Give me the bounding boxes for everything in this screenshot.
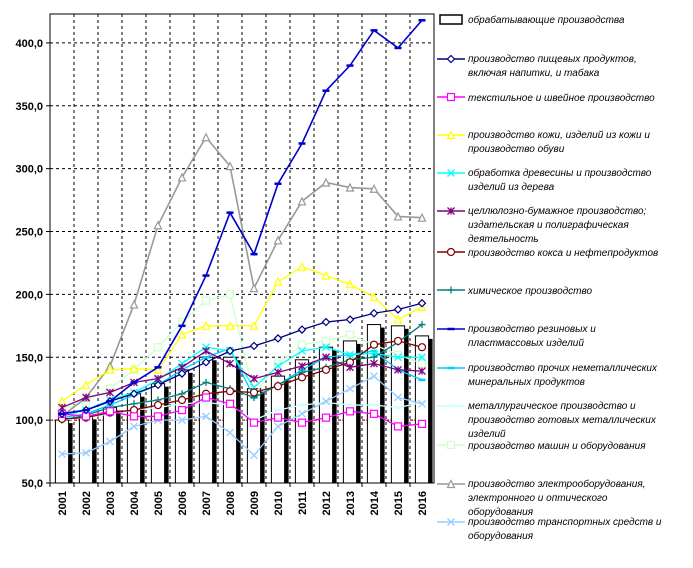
x-tick-label: 2005 bbox=[153, 491, 165, 516]
legend-label: включая напитки, и табака bbox=[468, 68, 600, 79]
bar bbox=[247, 389, 260, 483]
data-point bbox=[155, 402, 162, 409]
legend-label: целлюлозно-бумажное производство; bbox=[468, 206, 647, 217]
data-point bbox=[299, 419, 306, 426]
data-point bbox=[419, 344, 426, 351]
data-point bbox=[299, 341, 306, 348]
x-tick-label: 2013 bbox=[345, 491, 357, 516]
data-point bbox=[299, 374, 306, 381]
bar bbox=[271, 376, 284, 483]
y-tick-label: 100,0 bbox=[15, 415, 43, 428]
legend-entry-0 bbox=[440, 14, 625, 26]
legend-entry-13 bbox=[437, 517, 662, 542]
y-tick-label: 200,0 bbox=[15, 289, 43, 302]
legend-label: оборудования bbox=[468, 531, 534, 542]
data-point bbox=[371, 410, 378, 417]
legend-entry-4 bbox=[437, 167, 652, 193]
data-point bbox=[179, 407, 186, 414]
x-tick-label: 2002 bbox=[81, 491, 93, 516]
legend-label: производство электрооборудования, bbox=[468, 479, 646, 490]
legend-entry-2 bbox=[437, 93, 655, 104]
x-tick-label: 2014 bbox=[369, 491, 381, 516]
x-tick-label: 2004 bbox=[129, 491, 141, 516]
data-point bbox=[323, 337, 330, 344]
legend-entry-12 bbox=[437, 478, 645, 518]
data-point bbox=[371, 341, 378, 348]
data-point bbox=[107, 408, 114, 415]
data-point bbox=[251, 389, 258, 396]
legend-entry-6 bbox=[437, 247, 658, 259]
data-point bbox=[131, 413, 138, 420]
legend-label: изделий bbox=[468, 429, 506, 440]
y-tick-label: 300,0 bbox=[15, 163, 43, 176]
legend-label: производство пищевых продуктов, bbox=[468, 54, 637, 65]
legend-label: изделий из дерева bbox=[468, 182, 555, 193]
legend-entry-5 bbox=[437, 205, 647, 245]
x-tick-label: 2007 bbox=[201, 491, 213, 516]
legend-label: оборудования bbox=[468, 507, 534, 518]
data-point bbox=[227, 400, 234, 407]
legend-label: производство резиновых и bbox=[468, 324, 596, 335]
data-point bbox=[227, 388, 234, 395]
legend-entry-1 bbox=[437, 54, 637, 79]
data-point bbox=[419, 420, 426, 427]
legend-label: производство обуви bbox=[468, 144, 565, 155]
legend-entry-10 bbox=[437, 401, 657, 440]
legend-entry-9 bbox=[437, 363, 658, 388]
legend-swatch bbox=[440, 15, 462, 24]
y-tick-label: 350,0 bbox=[15, 100, 43, 113]
legend-entry-11 bbox=[437, 440, 646, 452]
bar bbox=[175, 370, 188, 483]
legend-entry-8 bbox=[437, 324, 596, 349]
legend-label: химическое производство bbox=[468, 286, 593, 297]
legend-label: минеральных продуктов bbox=[468, 377, 585, 388]
data-point bbox=[419, 360, 426, 367]
legend-label: текстильное и швейное производство bbox=[468, 93, 655, 104]
x-tick-label: 2015 bbox=[393, 491, 405, 516]
data-point bbox=[323, 414, 330, 421]
bar bbox=[55, 420, 68, 483]
legend-label: обрабатывающие производства bbox=[468, 15, 625, 26]
data-point bbox=[179, 397, 186, 404]
legend-label: обработка древесины и производство bbox=[468, 168, 652, 179]
legend-label: производство кожи, изделий из кожи и bbox=[468, 130, 650, 141]
legend-label: производство прочих неметаллических bbox=[468, 363, 657, 374]
legend-label: издательская и полиграфическая bbox=[468, 220, 629, 231]
y-tick-label: 50,0 bbox=[21, 478, 43, 490]
legend-entry-3 bbox=[437, 130, 650, 155]
data-point bbox=[395, 423, 402, 430]
y-tick-label: 400,0 bbox=[15, 37, 43, 50]
data-point bbox=[155, 344, 162, 351]
legend-label: производство готовых металлических bbox=[468, 415, 656, 426]
x-tick-label: 2010 bbox=[273, 491, 285, 516]
data-point bbox=[275, 383, 282, 390]
bar bbox=[391, 326, 404, 483]
x-tick-label: 2016 bbox=[417, 491, 429, 516]
data-point bbox=[203, 297, 210, 304]
data-point bbox=[323, 366, 330, 373]
legend-label: металлургическое производство и bbox=[468, 401, 636, 412]
legend-entry-7 bbox=[437, 286, 592, 297]
data-point bbox=[251, 419, 258, 426]
legend-label: электронного и оптического bbox=[468, 493, 608, 504]
bar bbox=[79, 416, 92, 483]
legend-label: производство транспортных средств и bbox=[468, 517, 662, 528]
data-point bbox=[347, 331, 354, 338]
bar bbox=[103, 408, 116, 483]
x-tick-label: 2012 bbox=[321, 491, 333, 516]
x-tick-label: 2009 bbox=[249, 491, 261, 516]
data-point bbox=[155, 413, 162, 420]
x-tick-label: 2008 bbox=[225, 491, 237, 516]
data-point bbox=[227, 291, 234, 298]
data-point bbox=[448, 56, 455, 63]
legend bbox=[437, 14, 662, 542]
x-tick-label: 2006 bbox=[177, 491, 189, 516]
data-point bbox=[395, 337, 402, 344]
bar bbox=[223, 357, 236, 483]
data-point bbox=[448, 442, 455, 449]
data-point bbox=[203, 394, 210, 401]
y-tick-label: 150,0 bbox=[15, 352, 43, 365]
data-point bbox=[448, 94, 455, 101]
legend-label: производство кокса и нефтепродуктов bbox=[468, 248, 659, 259]
x-tick-label: 2011 bbox=[297, 491, 309, 515]
data-point bbox=[275, 414, 282, 421]
x-tick-label: 2003 bbox=[105, 491, 117, 516]
legend-label: производство машин и оборудования bbox=[468, 441, 646, 452]
y-tick-label: 250,0 bbox=[15, 226, 43, 239]
legend-label: пластмассовых изделий bbox=[468, 338, 584, 349]
data-point bbox=[347, 408, 354, 415]
data-point bbox=[448, 249, 455, 256]
x-tick-label: 2001 bbox=[57, 491, 69, 516]
legend-label: деятельность bbox=[468, 234, 539, 245]
data-point bbox=[448, 287, 455, 294]
